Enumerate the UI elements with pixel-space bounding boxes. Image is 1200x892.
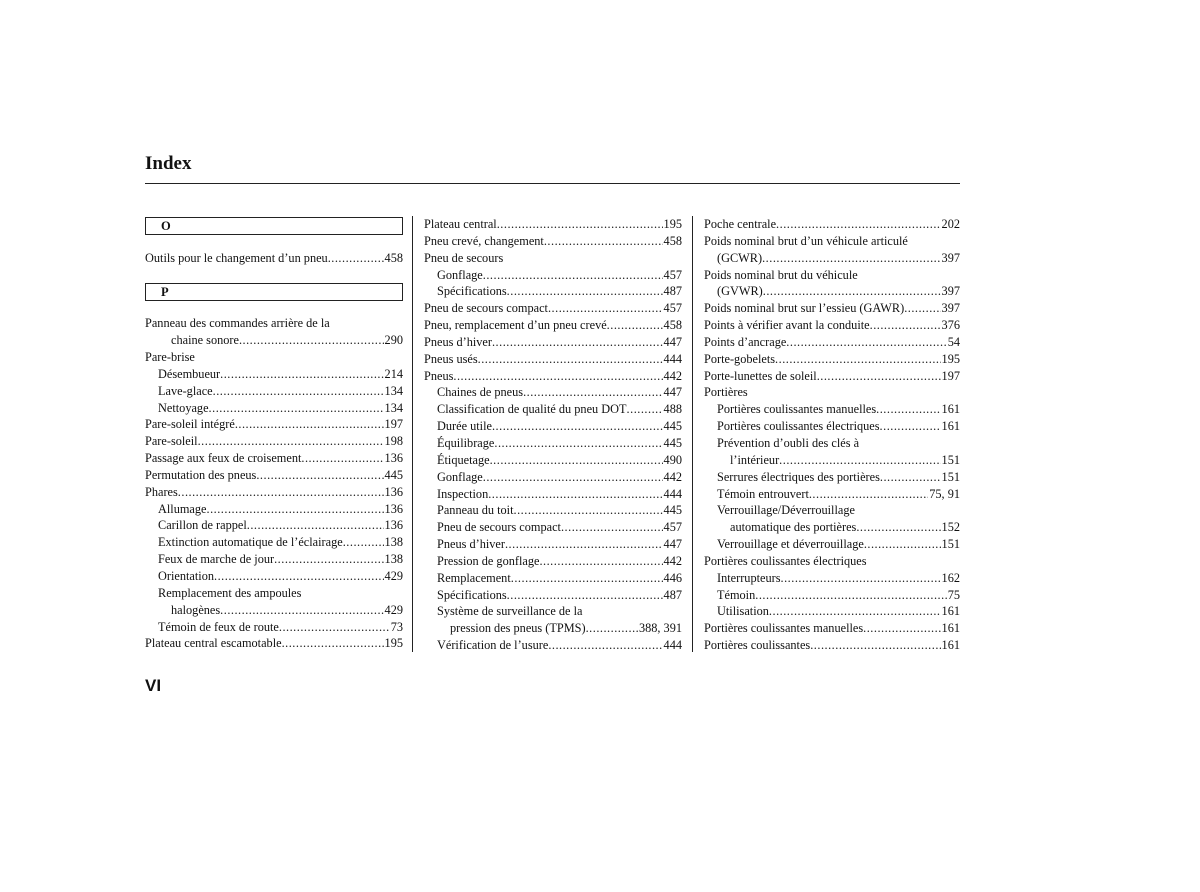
entry-page: 151 [941,469,960,484]
index-entry: Remplacement des ampoules [158,585,302,600]
entry-label: l’intérieur [730,452,780,467]
entry-label: Interrupteurs [717,570,781,585]
index-entry: Système de surveillance de la [437,604,583,619]
entry-label: Phares [145,484,178,499]
index-entry [424,553,682,570]
entry-label: halogènes [171,602,221,617]
entry-page: 445 [663,419,682,434]
index-entry [424,502,682,519]
index-entry [145,450,403,467]
dot-leader [755,587,946,604]
dot-leader [810,637,940,654]
index-entry: Poids nominal brut du véhicule [704,267,858,282]
index-entry [424,469,682,486]
entry-page: 429 [384,569,403,583]
index-entry [145,332,403,349]
entry-label: Carillon de rappel [158,518,247,533]
entry-page: 73 [390,619,403,634]
section-o-entries [145,250,403,267]
dot-leader [507,283,663,300]
entry-page: 397 [941,301,960,316]
entry-label: Désembueur [158,366,221,381]
dot-leader [762,250,940,267]
dot-leader [483,267,663,284]
index-entry [704,401,960,418]
entry-label: Pneu de secours compact [424,301,548,316]
entry-page: 490 [663,452,682,467]
index-entry [424,570,682,587]
entry-label: Pneus usés [424,351,478,366]
dot-leader [586,620,638,637]
index-entry [145,250,403,267]
entry-label: Pneu de secours compact [437,520,561,535]
dot-leader [779,452,940,469]
dot-leader [544,233,663,250]
dot-leader [864,536,941,553]
entry-label: Spécifications [437,587,507,602]
dot-leader [769,603,941,620]
entry-label: Porte-lunettes de soleil [704,368,817,383]
entry-page: 457 [663,301,682,316]
dot-leader [786,334,946,351]
entry-label: Gonflage [437,469,483,484]
entry-label: Chaines de pneus [437,385,524,400]
column-divider [412,216,413,652]
dot-leader [497,216,663,233]
index-entry [424,486,682,503]
index-entry: Pare-brise [145,350,195,365]
index-entry [424,401,682,418]
dot-leader [453,368,662,385]
dot-leader [507,587,663,604]
entry-label: Pare-soleil intégré [145,417,235,432]
entry-label: Allumage [158,501,207,516]
dot-leader [488,486,662,503]
entry-page: 457 [663,267,682,282]
entry-label: Serrures électriques des portières [717,469,880,484]
entry-page: 376 [941,318,960,333]
dot-leader [214,568,384,585]
index-entry [145,568,403,585]
entry-label: Portières coulissantes manuelles [704,621,864,636]
index-entry [145,619,403,636]
entry-page: 197 [384,417,403,432]
index-entry [704,283,960,300]
index-entry [424,637,682,654]
entry-page: 488 [663,402,682,417]
entry-label: Pression de gonflage [437,553,540,568]
index-entry [145,383,403,400]
entry-label: Pneus d’hiver [437,537,505,552]
entry-page: 397 [941,250,960,265]
index-entry [704,486,960,503]
entry-label: Gonflage [437,267,483,282]
dot-leader [483,469,663,486]
entry-page: 161 [941,604,960,619]
section-p-entries [145,315,403,652]
entry-page: 75 [947,587,960,602]
entry-label: Portières coulissantes électriques [717,419,880,434]
dot-leader [523,384,662,401]
dot-leader [235,416,384,433]
index-entry: Prévention d’oubli des clés à [717,435,860,450]
entry-page: 75, 91 [929,486,960,501]
dot-leader [775,351,941,368]
dot-leader [514,502,663,519]
entry-page: 429 [384,602,403,617]
entry-label: Remplacement [437,570,511,585]
index-entry [704,300,960,317]
entry-label: Vérification de l’usure [437,638,549,653]
index-entry [424,334,682,351]
index-entry [424,435,682,452]
index-entry [145,551,403,568]
entry-label: Orientation [158,569,215,583]
dot-leader [490,452,663,469]
entry-label: Permutation des pneus [145,467,257,482]
dot-leader [904,300,940,317]
index-entry [424,267,682,284]
index-entry [145,400,403,417]
index-entry [704,418,960,435]
entry-page: 458 [663,318,682,333]
index-entry [704,519,960,536]
dot-leader [207,501,384,518]
entry-label: Inspection [437,486,489,501]
entry-page: 444 [663,638,682,653]
entry-page: 202 [941,217,960,231]
entry-page: 442 [663,553,682,568]
entry-page: 136 [384,518,403,533]
entry-page: 388, 391 [638,621,682,636]
entry-label: Équilibrage [437,435,495,450]
entry-page: 458 [663,233,682,248]
entry-label: Lave-glace [158,383,213,398]
dot-leader [198,433,384,450]
entry-page: 136 [384,501,403,516]
entry-page: 198 [384,434,403,449]
entry-page: 138 [384,552,403,567]
index-entry [145,534,403,551]
entry-page: 444 [663,486,682,501]
entry-label: Panneau du toit [437,503,514,518]
entry-page: 447 [663,385,682,400]
index-entry: Panneau des commandes arrière de la [145,316,330,331]
entry-page: 397 [941,284,960,299]
index-entry [145,433,403,450]
index-column-2 [424,216,682,654]
index-column-1 [145,216,403,652]
entry-label: Pneus [424,368,454,383]
dot-leader [561,519,663,536]
index-entry [704,536,960,553]
index-entry [704,620,960,637]
entry-label: Porte-gobelets [704,351,776,366]
index-entry [424,351,682,368]
index-entry [424,384,682,401]
dot-leader [776,216,941,233]
dot-leader [220,366,383,383]
dot-leader [247,517,384,534]
entry-page: 458 [384,250,403,265]
dot-leader [863,620,940,637]
index-entry [424,620,682,637]
entry-label: Feux de marche de jour [158,552,275,567]
index-entry [704,334,960,351]
entry-label: automatique des portières [730,520,857,535]
entry-label: Points d’ancrage [704,334,787,349]
index-entry [145,467,403,484]
dot-leader [220,602,383,619]
index-entry [145,635,403,652]
index-entry [424,587,682,604]
dot-leader [817,368,941,385]
index-entry [145,602,403,619]
entry-label: Pneu, remplacement d’un pneu crevé [424,318,607,333]
entry-label: Verrouillage et déverrouillage [717,537,864,552]
index-entry [424,317,682,334]
entry-page: 162 [941,570,960,585]
entry-page: 442 [663,469,682,484]
entry-page: 134 [384,383,403,398]
entry-label: (GVWR) [717,284,763,299]
entry-page: 444 [663,351,682,366]
entry-label: pression des pneus (TPMS) [450,621,586,636]
entry-page: 487 [663,587,682,602]
dot-leader [256,467,383,484]
index-entry [145,366,403,383]
dot-leader [627,401,663,418]
section-header-p: P [145,283,403,301]
entry-page: 214 [384,366,403,381]
index-entry [145,517,403,534]
entry-label: Classification de qualité du pneu DOT [437,402,627,417]
dot-leader [492,418,663,435]
index-entry [424,300,682,317]
index-entry [704,250,960,267]
entry-label: Plateau central escamotable [145,636,282,651]
dot-leader [301,450,383,467]
entry-label: Spécifications [437,284,507,299]
dot-leader [505,536,663,553]
dot-leader [478,351,663,368]
entry-label: Pare-soleil [145,434,198,449]
index-entry [704,469,960,486]
entry-label: Points à vérifier avant la conduite [704,318,870,333]
entry-label: Nettoyage [158,400,209,415]
entry-page: 446 [663,570,682,585]
entry-label: Poids nominal brut sur l’essieu (GAWR) [704,301,905,316]
dot-leader [781,570,941,587]
index-entry [145,484,403,501]
dot-leader [213,383,384,400]
entry-label: Outils pour le changement d’un pneu [145,250,328,265]
entry-label: Poche centrale [704,217,777,231]
entry-page: 445 [384,467,403,482]
index-entry [704,452,960,469]
dot-leader [548,300,663,317]
index-entry [704,368,960,385]
entry-label: chaine sonore [171,333,239,348]
index-entry [424,283,682,300]
entry-page: 161 [941,402,960,417]
dot-leader [279,619,390,636]
entry-label: Plateau central [424,217,497,231]
entry-page: 136 [384,451,403,466]
entry-label: Témoin entrouvert [717,486,809,501]
dot-leader [282,635,384,652]
entry-page: 195 [384,636,403,651]
index-entry [704,351,960,368]
column-divider [692,216,693,652]
index-entry: Poids nominal brut d’un véhicule articulé [704,233,908,248]
entry-label: Pneus d’hiver [424,334,492,349]
entry-page: 197 [941,368,960,383]
entry-page: 161 [941,419,960,434]
index-entry [145,416,403,433]
entry-label: (GCWR) [717,250,763,265]
entry-page: 161 [941,638,960,653]
entry-label: Pneu crevé, changement [424,233,544,248]
entry-page: 442 [663,368,682,383]
dot-leader [328,250,384,267]
entry-page: 195 [941,351,960,366]
entry-page: 54 [947,334,960,349]
page-number: VI [145,676,162,695]
index-entry [424,452,682,469]
entry-label: Étiquetage [437,452,490,467]
dot-leader [607,317,663,334]
index-entry [704,587,960,604]
dot-leader [763,283,941,300]
entry-page: 447 [663,537,682,552]
entry-page: 447 [663,334,682,349]
index-entry [704,603,960,620]
index-entry [424,536,682,553]
entry-page: 161 [941,621,960,636]
dot-leader [511,570,663,587]
index-entry [424,418,682,435]
dot-leader [870,317,941,334]
dot-leader [809,486,928,503]
entry-label: Extinction automatique de l’éclairage [158,535,343,550]
index-entry: Portières [704,385,748,400]
dot-leader [880,418,941,435]
dot-leader [343,534,384,551]
entry-page: 487 [663,284,682,299]
entry-page: 134 [384,400,403,415]
dot-leader [494,435,662,452]
entry-page: 445 [663,435,682,450]
index-entry [704,570,960,587]
entry-page: 195 [663,217,682,231]
index-entry [424,368,682,385]
index-entry [704,637,960,654]
dot-leader [539,553,662,570]
index-entry [704,216,960,233]
entry-page: 136 [384,484,403,499]
title-rule [145,183,960,184]
entry-label: Portières coulissantes [704,638,811,653]
entry-label: Utilisation [717,604,769,619]
entry-label: Passage aux feux de croisement [145,451,302,466]
index-entry [145,501,403,518]
page-title: Index [145,153,192,174]
entry-label: Témoin de feux de route [158,619,279,634]
section-header-o: O [145,217,403,235]
index-entry: Pneu de secours [424,250,504,265]
entry-label: Témoin [717,587,756,602]
dot-leader [880,469,941,486]
dot-leader [209,400,384,417]
entry-label: Durée utile [437,419,492,434]
index-entry [424,519,682,536]
index-entry [424,216,682,233]
entry-page: 151 [941,452,960,467]
index-entry [704,317,960,334]
entry-label: Portières coulissantes manuelles [717,402,877,417]
index-entry [424,233,682,250]
entry-page: 152 [941,520,960,535]
dot-leader [876,401,940,418]
dot-leader [274,551,383,568]
entry-page: 457 [663,520,682,535]
entry-page: 290 [384,333,403,348]
entry-page: 445 [663,503,682,518]
dot-leader [239,332,384,349]
index-column-3 [704,216,960,654]
dot-leader [492,334,663,351]
dot-leader [548,637,662,654]
entry-page: 151 [941,537,960,552]
entry-page: 138 [384,535,403,550]
dot-leader [856,519,940,536]
index-entry: Verrouillage/Déverrouillage [717,503,855,518]
index-entry: Portières coulissantes électriques [704,553,867,568]
dot-leader [178,484,384,501]
